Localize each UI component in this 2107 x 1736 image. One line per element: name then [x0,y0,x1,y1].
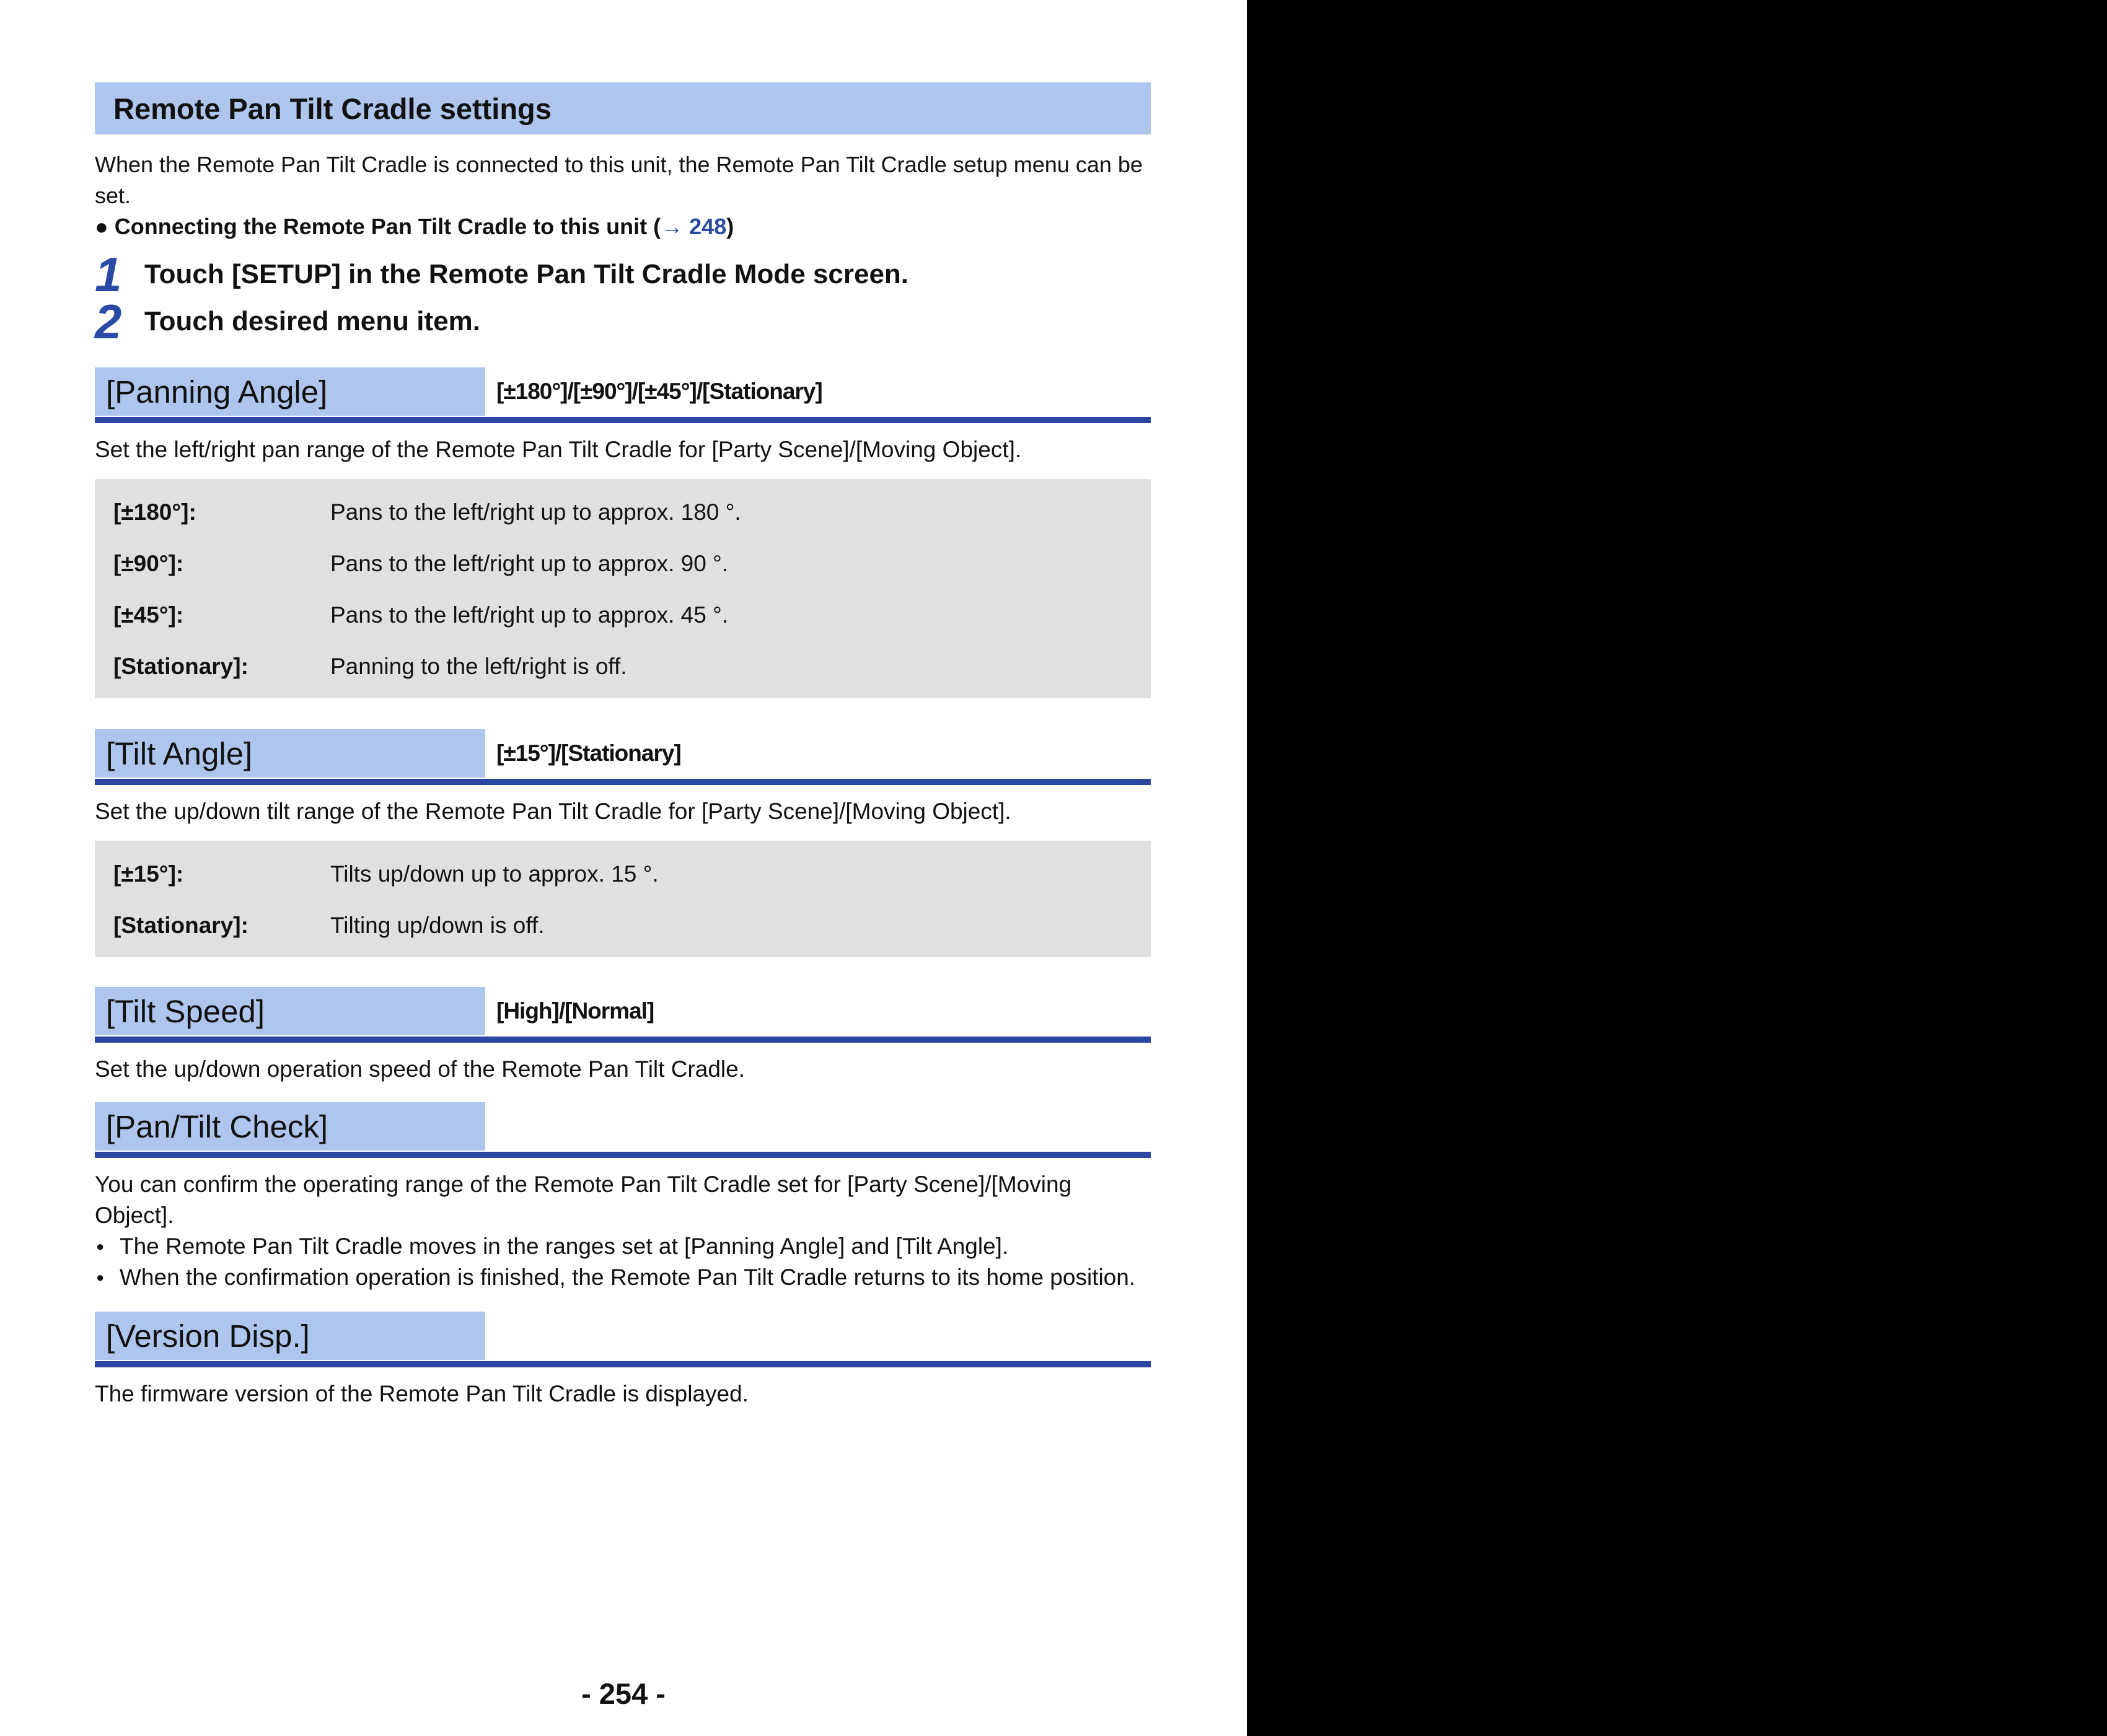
step-1 [95,247,1151,302]
option-value: Tilts up/down up to approx. 15 °. [330,861,659,887]
section-version-disp [95,1312,1151,1367]
page-title: Remote Pan Tilt Cradle settings [95,82,1151,134]
option-value: Pans to the left/right up to approx. 180 °. [330,499,741,525]
table-row [95,538,1151,589]
section-label: [Version Disp.] [95,1312,485,1360]
section-options: [±180°]/[±90°]/[±45°]/[Stationary] [496,379,822,404]
intro-text: When the Remote Pan Tilt Cradle is connected to this unit, the Remote Pan Tilt Cradle setup menu can be set. [95,152,1143,208]
list-item: ● The Remote Pan Tilt Cradle moves in the ranges set at [Panning Angle] and [Tilt Angle]. [95,1231,1151,1262]
table-row [95,486,1151,538]
list-item: ● When the confirmation operation is finished, the Remote Pan Tilt Cradle returns to its home position. [95,1262,1136,1293]
section-divider [95,1361,1151,1367]
page-ref-number: 248 [689,214,727,239]
options-table [95,841,1151,957]
section-divider [95,1152,1151,1158]
bullet-icon: ● [95,214,108,239]
option-key: [±90°]: [113,550,184,576]
step-number: 2 [95,294,122,349]
option-key: [±45°]: [113,602,184,628]
section-description: The firmware version of the Remote Pan Tilt Cradle is displayed. [95,1381,749,1406]
intro-bullet-text: Connecting the Remote Pan Tilt Cradle to this unit ( [114,214,661,239]
intro-bullet-close: ) [726,214,734,239]
section-description: You can confirm the operating range of the Remote Pan Tilt Cradle set for [Party Scene]/[Moving Object]. [95,1172,1072,1228]
table-row [95,641,1151,692]
bullet-list [95,1231,1151,1293]
section-options: [High]/[Normal] [496,998,654,1024]
table-row [95,900,1151,951]
option-key: [±180°]: [113,499,196,525]
section-tilt-angle [95,729,1151,785]
option-value: Tilting up/down is off. [330,912,545,938]
page-content [95,82,1151,1409]
section-divider [95,779,1151,785]
section-tilt-speed [95,987,1151,1043]
section-label: [Pan/Tilt Check] [95,1102,485,1151]
step-2 [95,294,1151,349]
section-description: Set the up/down operation speed of the Remote Pan Tilt Cradle. [95,1056,745,1082]
section-label: [Tilt Angle] [95,729,485,778]
step-text: Touch [SETUP] in the Remote Pan Tilt Cradle Mode screen. [144,259,909,289]
page-number: - 254 - [581,1677,666,1710]
step-text: Touch desired menu item. [144,306,480,336]
section-divider [95,417,1151,423]
section-label: [Panning Angle] [95,367,485,416]
option-key: [Stationary]: [113,653,249,679]
table-row [95,848,1151,900]
section-description: Set the left/right pan range of the Remote Pan Tilt Cradle for [Party Scene]/[Moving Object]. [95,437,1022,462]
section-description: Set the up/down tilt range of the Remote Pan Tilt Cradle for [Party Scene]/[Moving Object]. [95,799,1011,824]
intro-bullet [95,211,1151,242]
page-ref-link[interactable] [661,214,726,239]
section-pan-tilt-check [95,1102,1151,1158]
table-row [95,589,1151,641]
option-value: Panning to the left/right is off. [330,653,627,679]
step-number: 1 [95,247,122,302]
option-key: [±15°]: [113,861,184,887]
arrow-right-icon: → [661,214,684,239]
option-key: [Stationary]: [113,912,249,938]
section-label: [Tilt Speed] [95,987,485,1035]
section-divider [95,1037,1151,1043]
option-value: Pans to the left/right up to approx. 90 °. [330,550,729,576]
section-options: [±15°]/[Stationary] [496,740,681,766]
option-value: Pans to the left/right up to approx. 45 °. [330,602,729,628]
section-panning-angle [95,367,1151,423]
options-table [95,479,1151,698]
